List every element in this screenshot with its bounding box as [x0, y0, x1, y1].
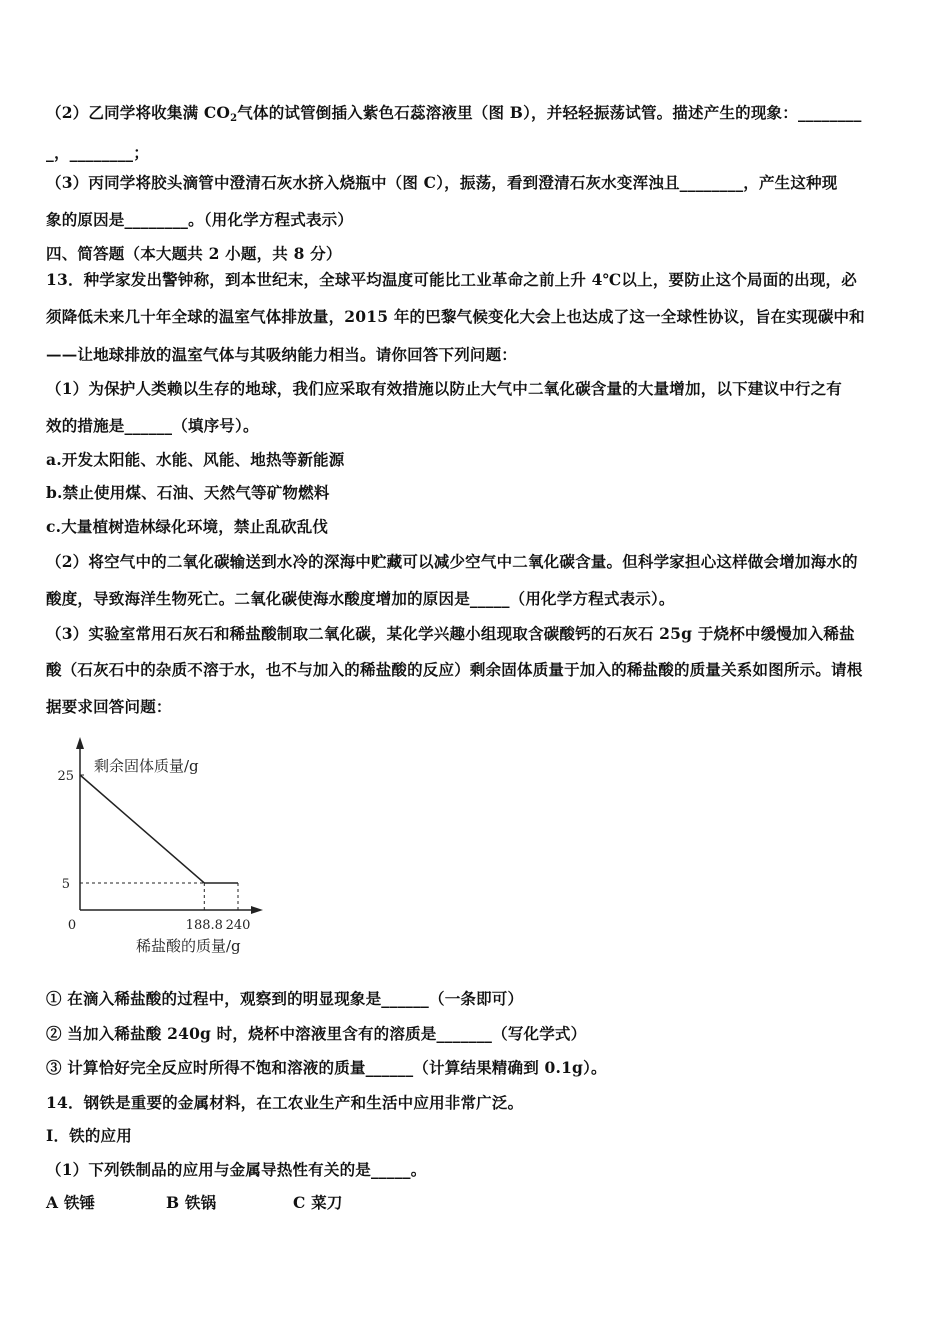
- text-line-1a: （2）乙同学将收集满 CO: [46, 103, 231, 122]
- question-14: 14．钢铁是重要的金属材料，在工农业生产和生活中应用非常广泛。: [46, 1093, 524, 1112]
- chart-plot: [57, 737, 263, 955]
- q14-option-c: C 菜刀: [293, 1193, 343, 1212]
- q13-part3-line-3: 据要求回答问题：: [46, 697, 172, 716]
- question-13-line-1: 13．种学家发出警钟称，到本世纪末，全球平均温度可能比工业革命之前上升 4℃以上，要防止这个局面的出现，必: [46, 270, 857, 289]
- option-c: c.大量植树造林绿化环境，禁止乱砍乱伐: [46, 517, 329, 536]
- x-tick-label: 240: [225, 918, 251, 933]
- y-tick-label: 25: [57, 769, 74, 784]
- x-tick-label: 188.8: [185, 918, 223, 933]
- q13-part2-line-1: （2）将空气中的二氧化碳输送到水冷的深海中贮藏可以减少空气中二氧化碳含量。但科学家担心这样做会增加海水的: [46, 552, 858, 571]
- question-13-line-2: 须降低未来几十年全球的温室气体排放量，2015 年的巴黎气候变化大会上也达成了这一全球性协议，旨在实现碳中和: [46, 307, 865, 326]
- text-line-2: _，________；: [46, 143, 149, 162]
- q14-option-a: A 铁锤: [46, 1193, 96, 1212]
- q13-part2-line-2: 酸度，导致海洋生物死亡。二氧化碳使海水酸度增加的原因是_____（用化学方程式表示）。: [46, 589, 675, 608]
- q13-part3-line-1: （3）实验室常用石灰石和稀盐酸制取二氧化碳，某化学兴趣小组现取含碳酸钙的石灰石 25g 于烧杯中缓慢加入稀盐: [46, 624, 855, 643]
- x-axis-label: 稀盐酸的质量/g: [136, 937, 241, 955]
- text-line-4: 象的原因是________。（用化学方程式表示）: [46, 210, 354, 229]
- text-line-1: [46, 103, 862, 129]
- q14-option-b: B 铁锅: [166, 1193, 217, 1212]
- q13-sub1: ① 在滴入稀盐酸的过程中，观察到的明显现象是______（一条即可）: [46, 989, 524, 1008]
- y-axis-label: 剩余固体质量/g: [94, 757, 199, 775]
- origin-label: 0: [67, 918, 77, 933]
- option-b: b.禁止使用煤、石油、天然气等矿物燃料: [46, 483, 330, 502]
- q13-part1-line-1: （1）为保护人类赖以生存的地球，我们应采取有效措施以防止大气中二氧化碳含量的大量增加，以下建议中行之有: [46, 379, 842, 398]
- q13-part1-line-2: 效的措施是______（填序号）。: [46, 416, 259, 435]
- y-tick-label: 5: [61, 877, 70, 892]
- question-13-line-3: ——让地球排放的温室气体与其吸纳能力相当。请你回答下列问题：: [46, 345, 518, 364]
- co2-subscript: 2: [230, 113, 238, 124]
- x-axis-arrow: [251, 906, 263, 914]
- section-heading: 四、简答题（本大题共 2 小题，共 8 分）: [46, 244, 342, 263]
- series-line: [80, 775, 238, 883]
- text-line-3: （3）丙同学将胶头滴管中澄清石灰水挤入烧瓶中（图 C），振荡，看到澄清石灰水变浑浊且________，产生这种现: [46, 173, 838, 192]
- y-axis-arrow: [76, 737, 84, 749]
- q13-part3-line-2: 酸（石灰石中的杂质不溶于水，也不与加入的稀盐酸的反应）剩余固体质量于加入的稀盐酸的质量关系如图所示。请根: [46, 660, 863, 679]
- text-line-1b: 气体的试管倒插入紫色石蕊溶液里（图 B），并轻轻振荡试管。描述产生的现象：________: [237, 103, 862, 122]
- mass-chart: [50, 725, 290, 960]
- q14-heading-i: I．铁的应用: [46, 1126, 132, 1145]
- q14-part1: （1）下列铁制品的应用与金属导热性有关的是_____。: [46, 1160, 427, 1179]
- option-a: a.开发太阳能、水能、风能、地热等新能源: [46, 450, 345, 469]
- q13-sub2: ② 当加入稀盐酸 240g 时，烧杯中溶液里含有的溶质是_______（写化学式）: [46, 1024, 587, 1043]
- q13-sub3: ③ 计算恰好完全反应时所得不饱和溶液的质量______（计算结果精确到 0.1g）。: [46, 1058, 607, 1077]
